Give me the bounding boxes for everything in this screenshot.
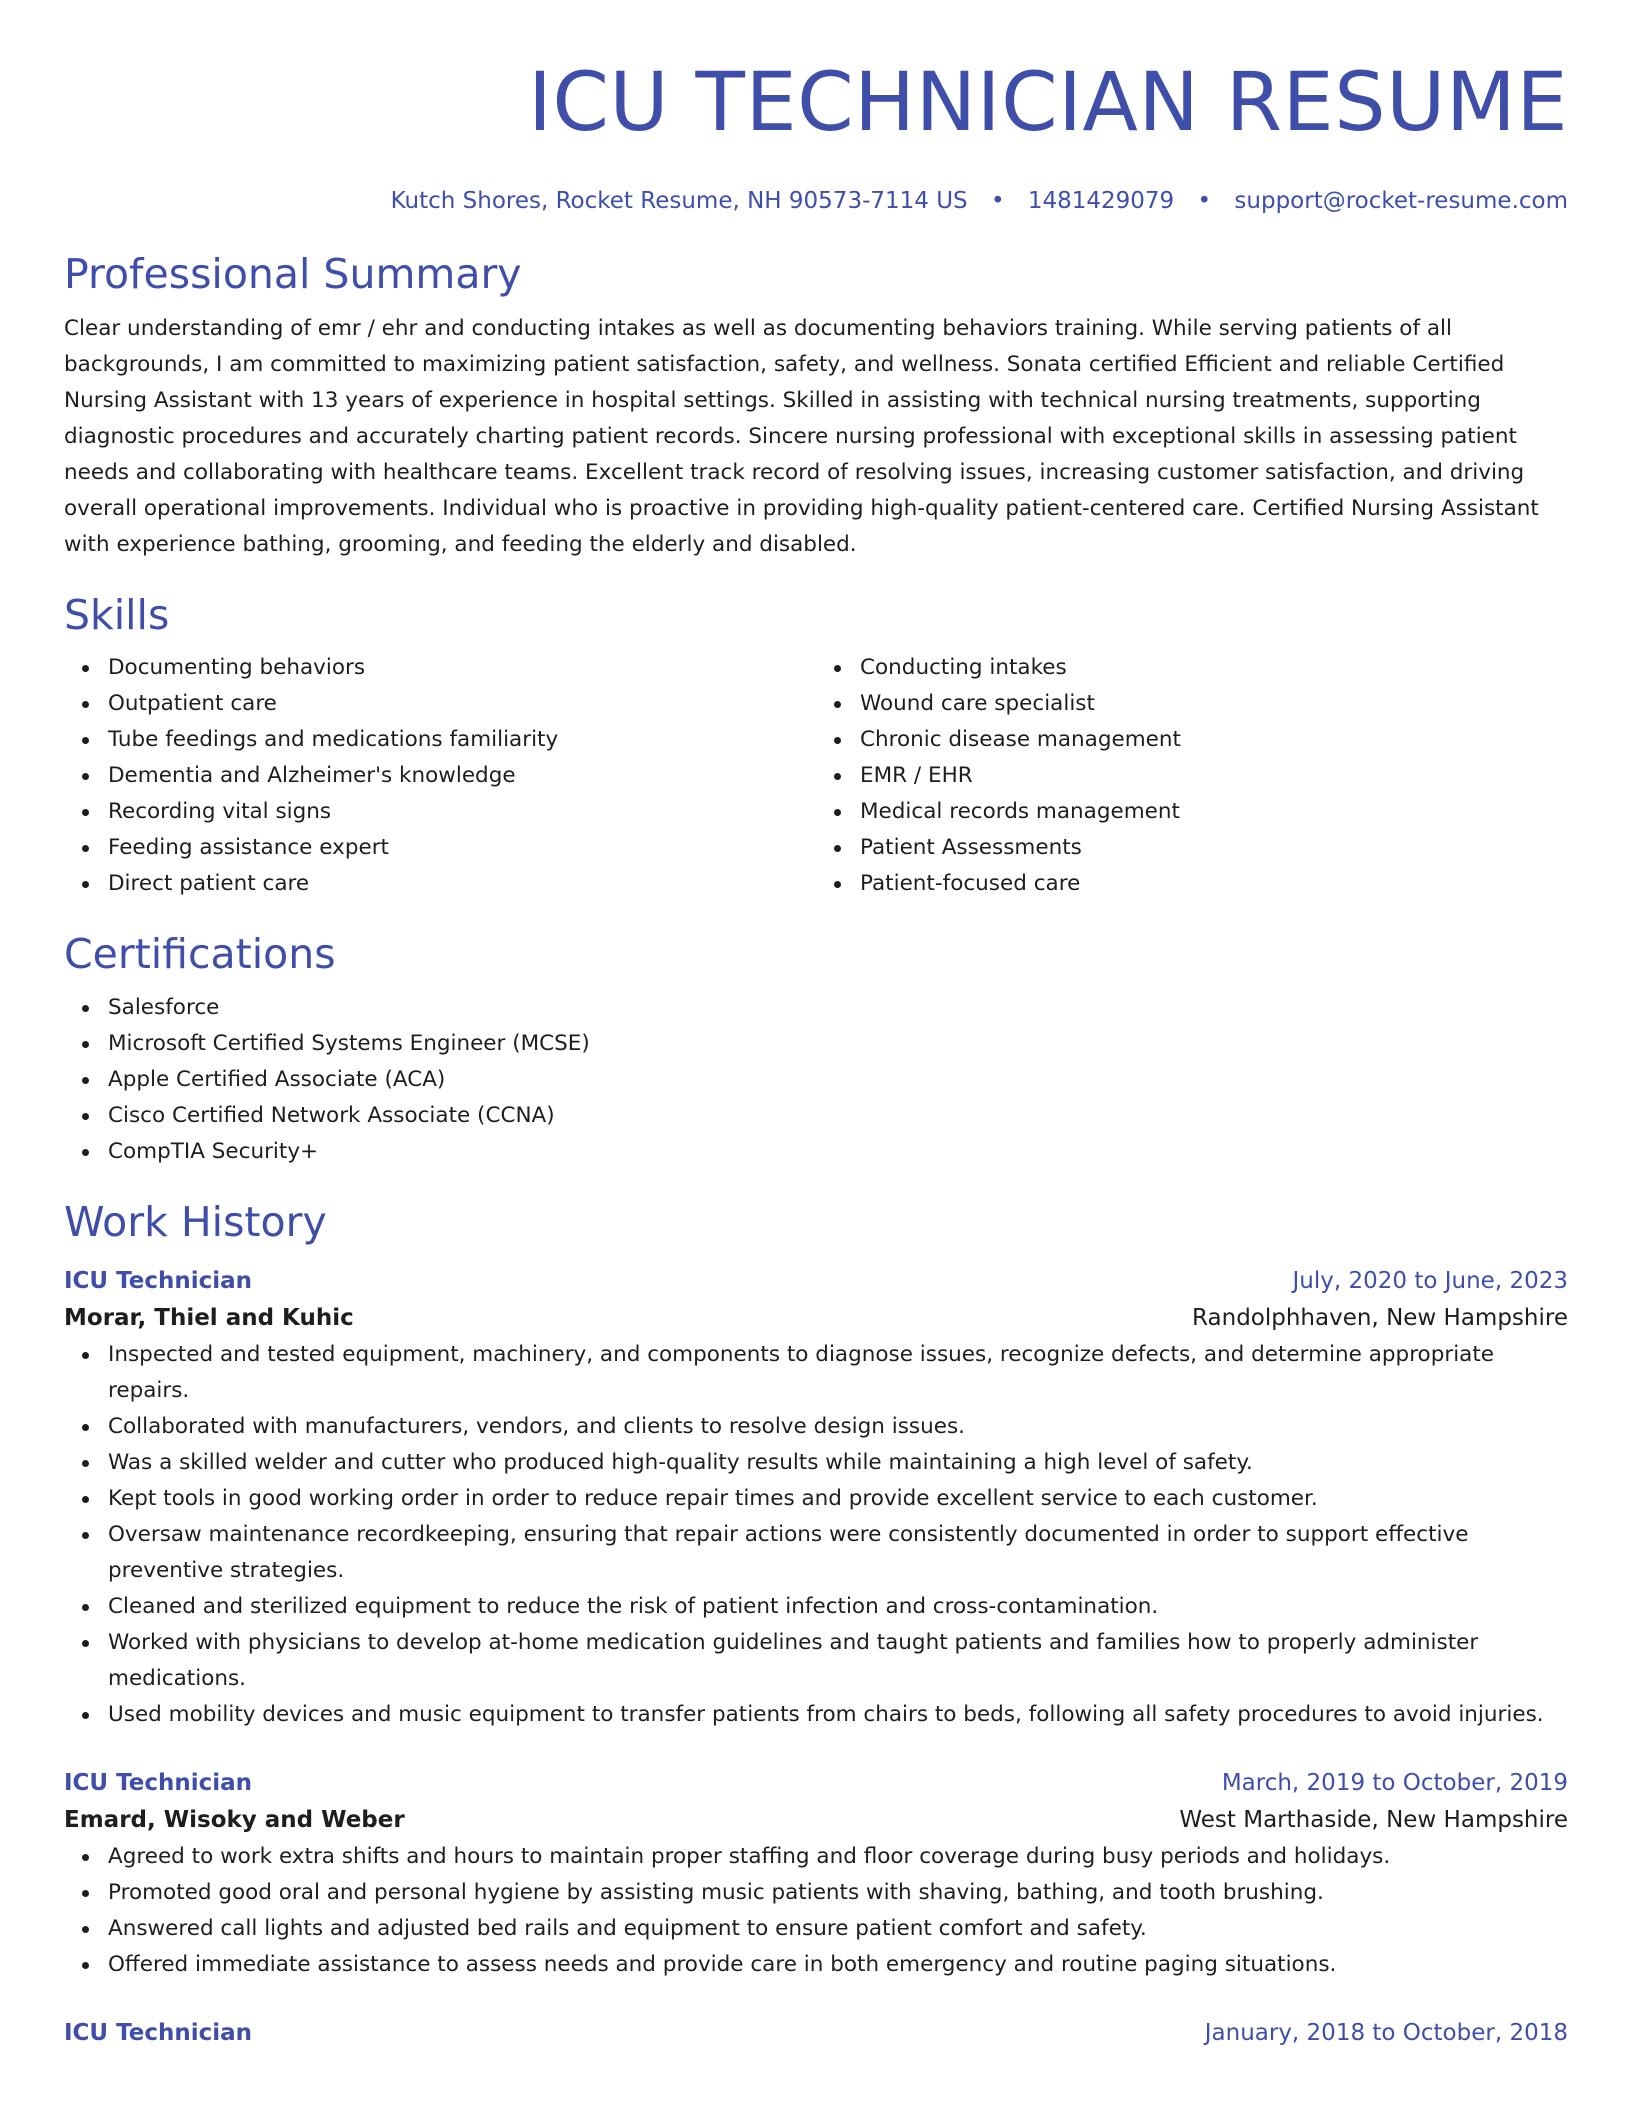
job-title: ICU Technician bbox=[64, 1769, 253, 1796]
skill-item: Recording vital signs bbox=[108, 794, 816, 830]
skill-item: Dementia and Alzheimer's knowledge bbox=[108, 758, 816, 794]
job-duties bbox=[64, 1337, 1568, 1733]
job-location: Randolphhaven, New Hampshire bbox=[1192, 1304, 1568, 1331]
job-duty-item: Was a skilled welder and cutter who produced high-quality results while maintaining a high level of safety. bbox=[108, 1445, 1568, 1481]
contact-email: support@rocket-resume.com bbox=[1234, 188, 1568, 214]
skill-item: Conducting intakes bbox=[860, 650, 1568, 686]
job-header bbox=[64, 2015, 1568, 2052]
skills-heading: Skills bbox=[64, 591, 170, 640]
job-duties bbox=[64, 1839, 1568, 1983]
job-dates: March, 2019 to October, 2019 bbox=[1221, 1769, 1568, 1796]
job-duty-item: Agreed to work extra shifts and hours to maintain proper staffing and floor coverage during busy periods and holidays. bbox=[108, 1839, 1568, 1875]
job-subheader bbox=[64, 1300, 1568, 1337]
skill-item: Chronic disease management bbox=[860, 722, 1568, 758]
skill-item: Documenting behaviors bbox=[108, 650, 816, 686]
resume-title: ICU TECHNICIAN RESUME bbox=[527, 56, 1568, 150]
job-header bbox=[64, 1263, 1568, 1300]
job-duty-item: Kept tools in good working order in order to reduce repair times and provide excellent service to each customer. bbox=[108, 1481, 1568, 1517]
job-duty-item: Inspected and tested equipment, machinery, and components to diagnose issues, recognize defects, and determine appropriate repairs. bbox=[108, 1337, 1568, 1409]
job-header bbox=[64, 1765, 1568, 1802]
job-duty-item: Answered call lights and adjusted bed rails and equipment to ensure patient comfort and safety. bbox=[108, 1911, 1568, 1947]
certification-item: Cisco Certified Network Associate (CCNA) bbox=[108, 1098, 1568, 1134]
certifications-heading: Certifications bbox=[64, 930, 336, 979]
job-dates: January, 2018 to October, 2018 bbox=[1204, 2019, 1568, 2046]
work-history-heading: Work History bbox=[64, 1197, 327, 1246]
job-duty-item: Offered immediate assistance to assess needs and provide care in both emergency and routine paging situations. bbox=[108, 1947, 1568, 1983]
job-title: ICU Technician bbox=[64, 2019, 253, 2046]
job-duty-item: Promoted good oral and personal hygiene by assisting music patients with shaving, bathing, and tooth brushing. bbox=[108, 1875, 1568, 1911]
skill-item: EMR / EHR bbox=[860, 758, 1568, 794]
certification-item: Apple Certified Associate (ACA) bbox=[108, 1062, 1568, 1098]
contact-address: Kutch Shores, Rocket Resume, NH 90573-7114 US bbox=[390, 188, 968, 214]
job-entry bbox=[64, 2015, 1568, 2052]
skill-item: Direct patient care bbox=[108, 866, 816, 902]
job-duty-item: Oversaw maintenance recordkeeping, ensuring that repair actions were consistently documented in order to support effective preventive strategies. bbox=[108, 1517, 1568, 1589]
job-location: West Marthaside, New Hampshire bbox=[1179, 1806, 1568, 1833]
skill-item: Patient Assessments bbox=[860, 830, 1568, 866]
certification-item: Salesforce bbox=[108, 990, 1568, 1026]
contact-line bbox=[64, 188, 1568, 214]
skill-item: Patient-focused care bbox=[860, 866, 1568, 902]
skill-item: Tube feedings and medications familiarity bbox=[108, 722, 816, 758]
job-company: Morar, Thiel and Kuhic bbox=[64, 1304, 354, 1331]
summary-heading: Professional Summary bbox=[64, 250, 522, 298]
job-entry bbox=[64, 1263, 1568, 1733]
job-duty-item: Used mobility devices and music equipment to transfer patients from chairs to beds, following all safety procedures to avoid injuries. bbox=[108, 1697, 1568, 1733]
summary-text: Clear understanding of emr / ehr and conducting intakes as well as documenting behaviors training. While serving patients of all backgrounds, I am committed to maximizing patient satisfaction, safety, and wellness. Sonata certified Efficient and reliable Certified Nursing Assistant with 13 years of experience in hospital settings. Skilled in assisting with technical nursing treatments, supporting diagnostic procedures and accurately charting patient records. Sincere nursing professional with exceptional skills in assessing patient needs and collaborating with healthcare teams. Excellent track record of resolving issues, increasing customer satisfaction, and driving overall operational improvements. Individual who is proactive in providing high-quality patient-centered care. Certified Nursing Assistant with experience bathing, grooming, and feeding the elderly and disabled. bbox=[64, 316, 1539, 558]
job-duty-item: Worked with physicians to develop at-home medication guidelines and taught patients and families how to properly administer medications. bbox=[108, 1625, 1568, 1697]
certifications-list bbox=[64, 990, 1568, 1170]
job-dates: July, 2020 to June, 2023 bbox=[1292, 1267, 1568, 1294]
contact-separator: • bbox=[1197, 188, 1212, 214]
skills-right-column bbox=[816, 650, 1568, 902]
certification-item: Microsoft Certified Systems Engineer (MCSE) bbox=[108, 1026, 1568, 1062]
skill-item: Wound care specialist bbox=[860, 686, 1568, 722]
contact-phone: 1481429079 bbox=[1027, 188, 1175, 214]
skills-list bbox=[64, 650, 1568, 902]
job-subheader bbox=[64, 1802, 1568, 1839]
skills-left-column bbox=[64, 650, 816, 902]
certification-item: CompTIA Security+ bbox=[108, 1134, 1568, 1170]
job-company: Emard, Wisoky and Weber bbox=[64, 1806, 405, 1833]
job-title: ICU Technician bbox=[64, 1267, 253, 1294]
skill-item: Feeding assistance expert bbox=[108, 830, 816, 866]
job-duty-item: Cleaned and sterilized equipment to reduce the risk of patient infection and cross-contamination. bbox=[108, 1589, 1568, 1625]
job-entry bbox=[64, 1765, 1568, 1983]
skill-item: Medical records management bbox=[860, 794, 1568, 830]
job-duty-item: Collaborated with manufacturers, vendors, and clients to resolve design issues. bbox=[108, 1409, 1568, 1445]
skill-item: Outpatient care bbox=[108, 686, 816, 722]
contact-separator: • bbox=[990, 188, 1005, 214]
